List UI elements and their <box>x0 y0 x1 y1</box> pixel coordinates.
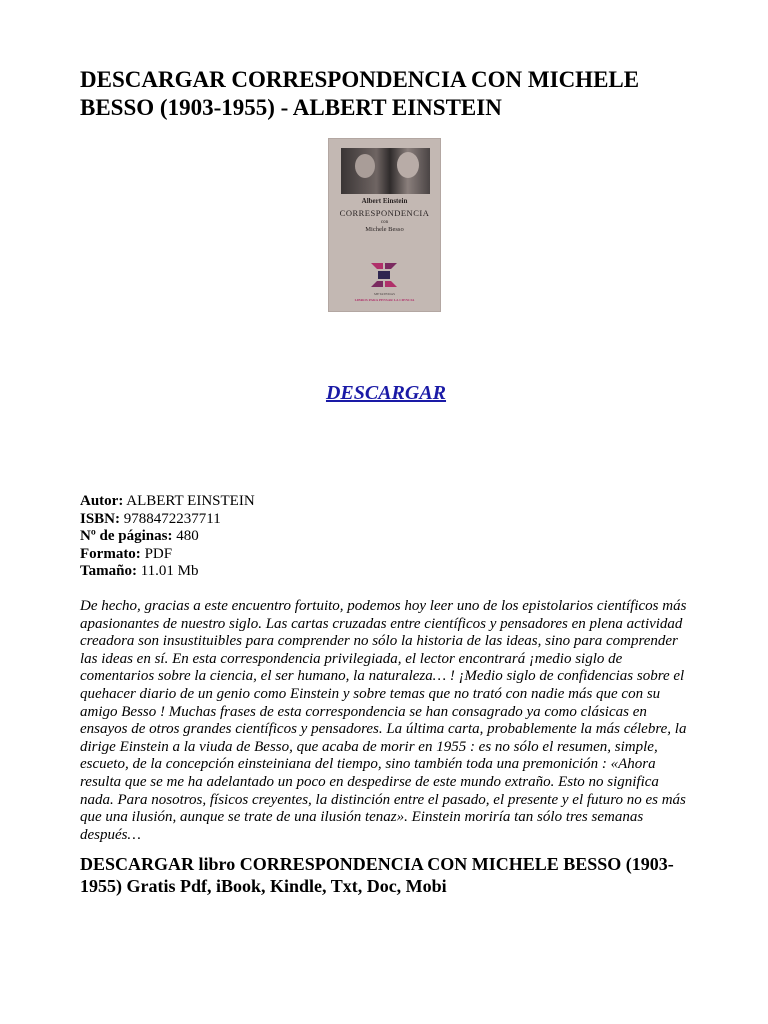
meta-value: ALBERT EINSTEIN <box>126 493 255 509</box>
cover-author: Albert Einstein <box>361 197 408 205</box>
cover-series: LIBROS PARA PENSAR LA CIENCIA <box>354 298 415 302</box>
publisher-logo-icon <box>369 261 399 289</box>
meta-row-author <box>80 493 692 511</box>
meta-value: 11.01 Mb <box>140 563 199 579</box>
cover-connector: con <box>380 220 389 225</box>
book-description: De hecho, gracias a este encuentro fortuito, podemos hoy leer uno de los epistolarios científicos más apasionantes de nuestro siglo. Las cartas cruzadas entre científicos y pensadores en plena actividad creadora son insustituibles para comprender no sólo la historia de las ideas, sino para comprender las ideas en sí. En esta correspondencia privilegiada, el lector encontrará ¡medio siglo de comentarios sobre la ciencia, el ser humano, la naturaleza… ! ¡Medio siglo de confidencias sobre el quehacer diario de un genio como Einstein y sobre temas que no trató con nadie más que con su amigo Besso ! Muchas frases de esta correspondencia se han consagrado ya como clásicas en ensayos de otros grandes científicos y pensadores. La última carta, probablemente la más célebre, la dirige Einstein a la viuda de Besso, que acaba de morir en 1955 : es no sólo el resumen, simple, escueto, de la concepción einsteiniana del tiempo, sino también toda una premonición : «Ahora resulta que se me ha adelantado un poco en despedirse de este mundo extraño. Esto no significa nada. Para nosotros, físicos creyentes, la distinción entre el pasado, el presente y el futuro no es más que una ilusión, aunque se trate de una ilusión tenaz». Einstein moriría tan sólo tres semanas después… <box>80 598 687 843</box>
meta-value: 480 <box>176 528 199 544</box>
cover-photo <box>341 148 430 194</box>
meta-row-isbn <box>80 511 692 529</box>
meta-row-size <box>80 563 692 581</box>
cover-publisher: METATEMAS <box>373 292 396 296</box>
meta-label: ISBN: <box>80 510 121 527</box>
meta-label: Autor: <box>80 493 124 509</box>
meta-row-format <box>80 546 692 564</box>
cover-coauthor: Michele Besso <box>365 226 404 233</box>
book-cover-image <box>328 138 441 312</box>
cover-portrait-einstein <box>355 154 375 178</box>
book-metadata <box>80 493 692 581</box>
meta-label: Tamaño: <box>80 563 137 579</box>
cover-portrait-besso <box>397 152 419 178</box>
meta-label: Nº de páginas: <box>80 528 173 544</box>
download-link[interactable]: DESCARGAR <box>325 382 447 404</box>
meta-label: Formato: <box>80 545 141 562</box>
cover-title: CORRESPONDENCIA <box>339 208 430 218</box>
download-formats-heading: DESCARGAR libro CORRESPONDENCIA CON MICHELE BESSO (1903-1955) Gratis Pdf, iBook, Kindle, Txt, Doc, Mobi <box>80 854 674 896</box>
page-title: DESCARGAR CORRESPONDENCIA CON MICHELE BESSO (1903-1955) - ALBERT EINSTEIN <box>80 67 640 120</box>
meta-value: PDF <box>144 545 173 562</box>
meta-value: 9788472237711 <box>123 510 221 527</box>
meta-row-pages <box>80 528 692 546</box>
